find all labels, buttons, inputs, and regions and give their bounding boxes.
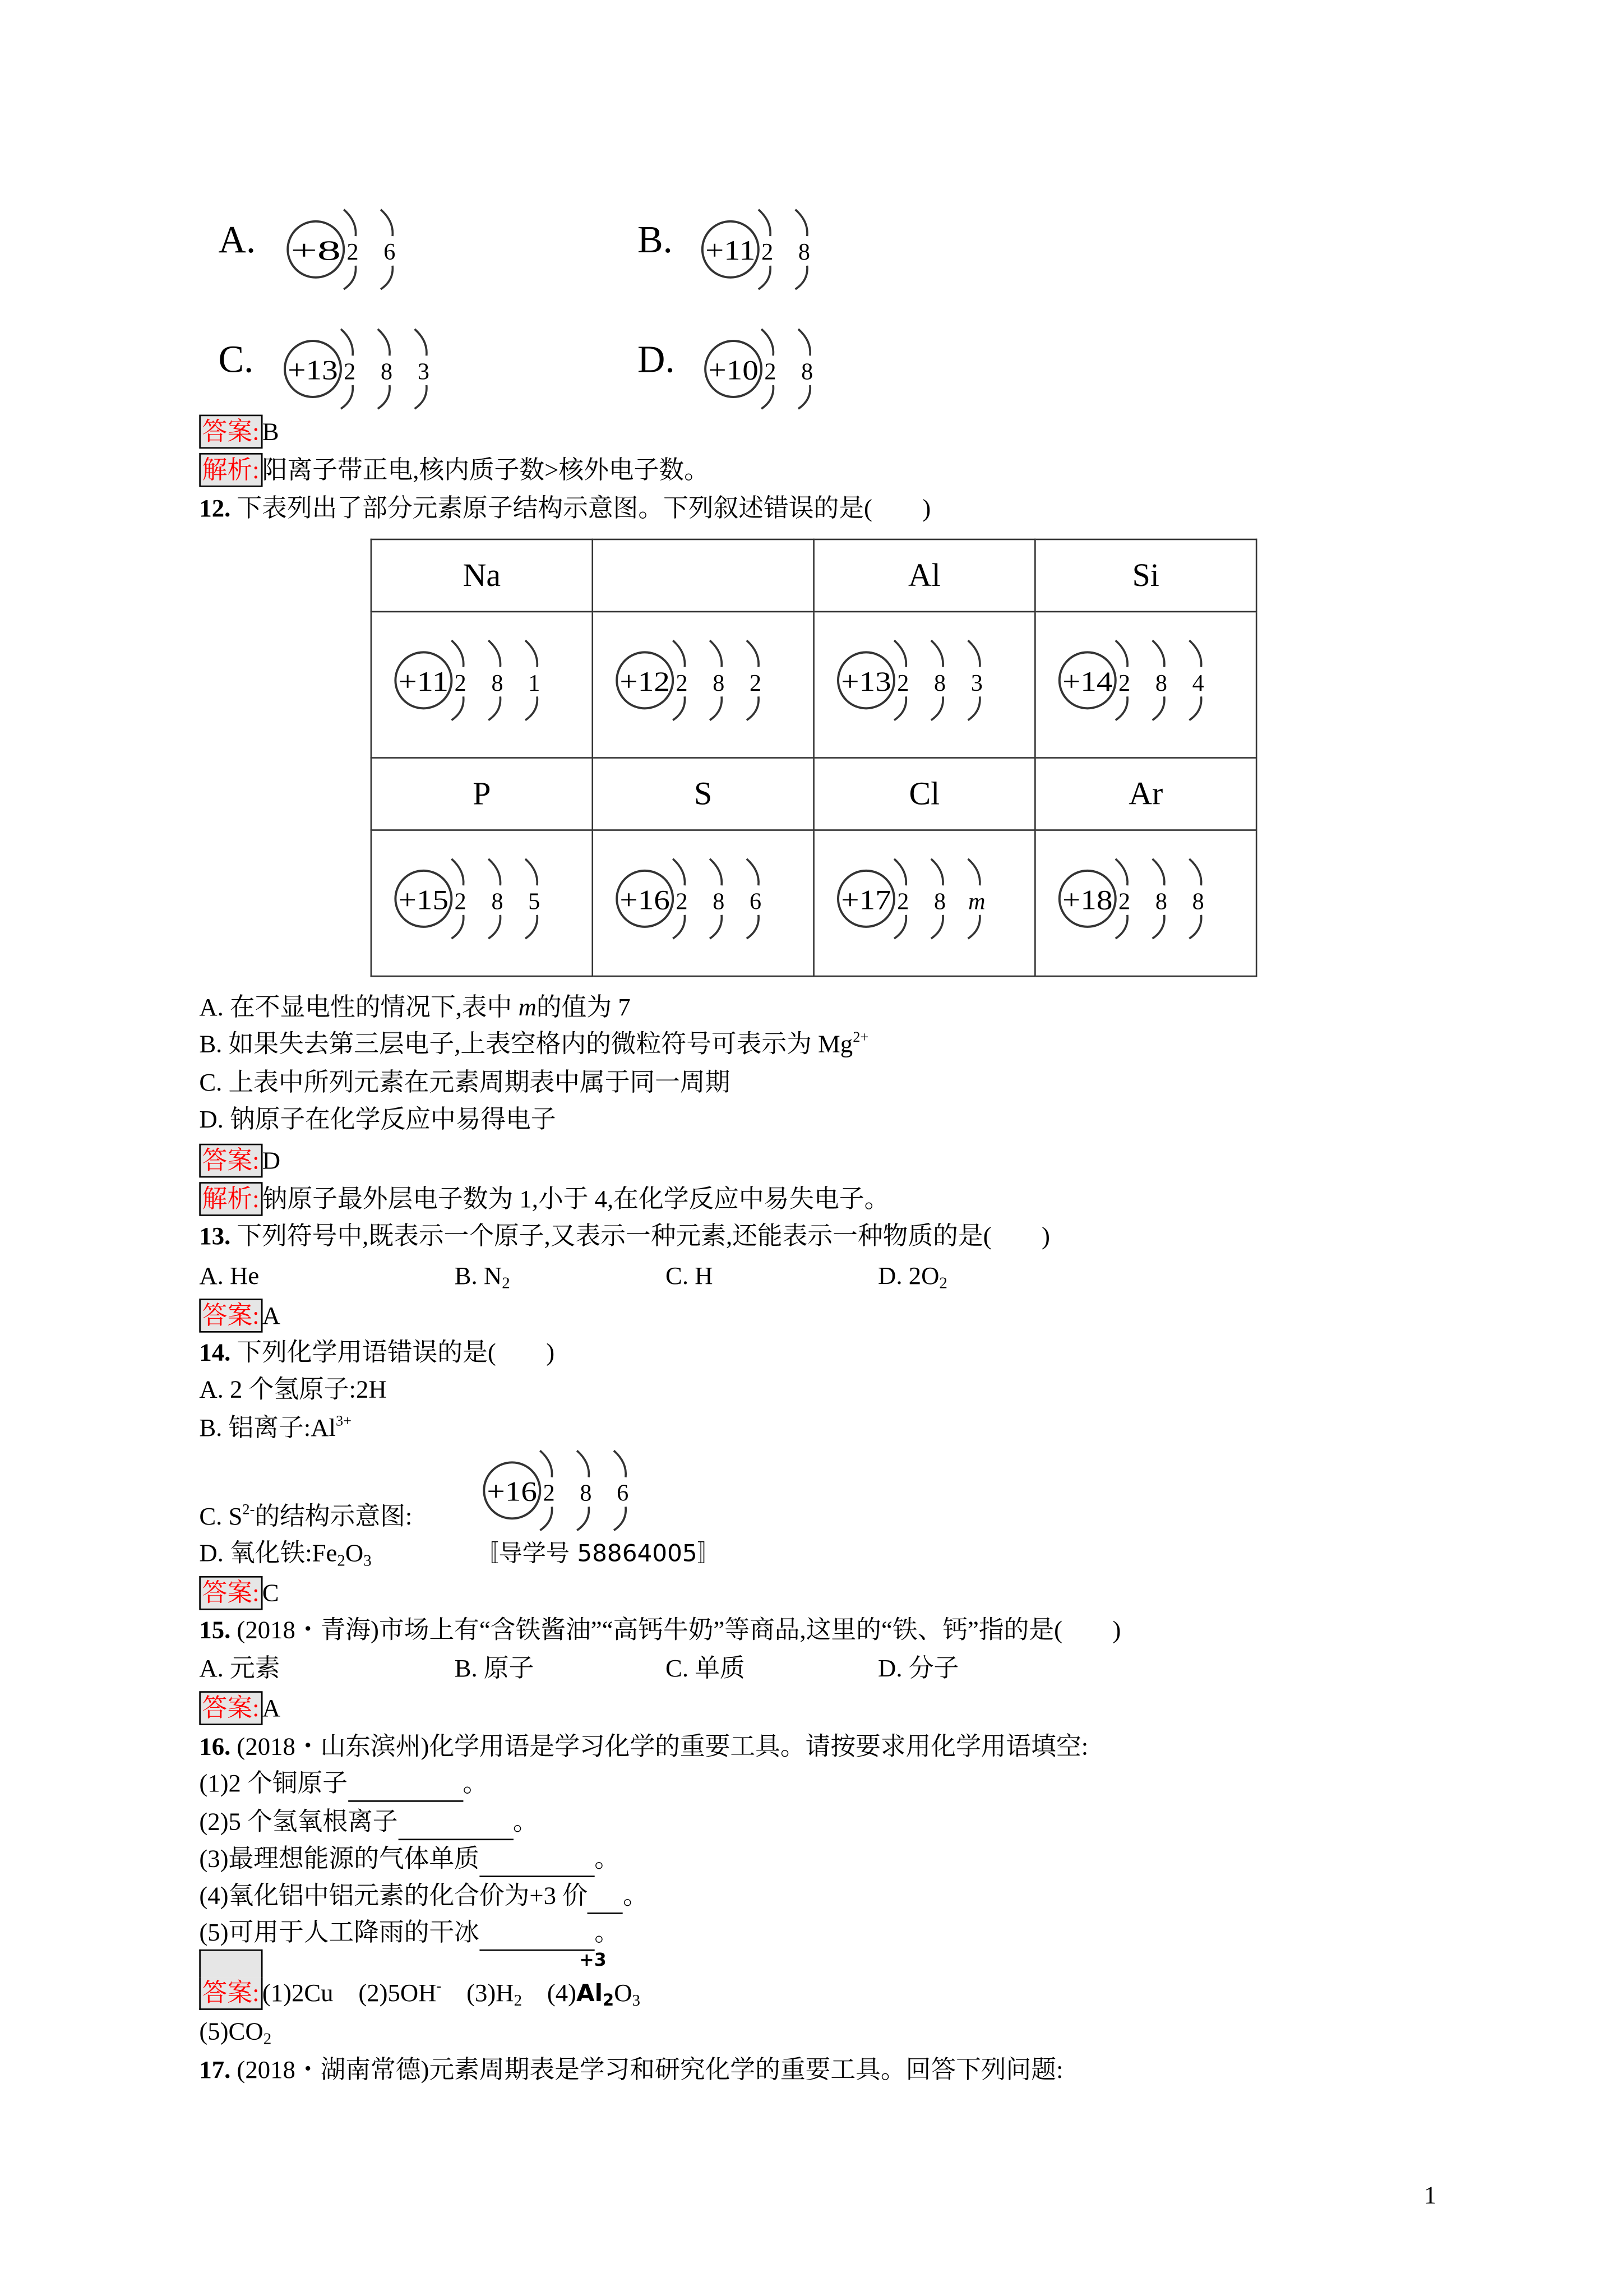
- atom-diagram: [835, 853, 1014, 953]
- q12-option-a: [199, 992, 630, 1024]
- atom-svg: [700, 204, 841, 295]
- subscript: 2: [337, 1552, 345, 1570]
- cell-symbol-blank: [593, 539, 814, 612]
- q16-answer-5: [199, 2016, 271, 2048]
- guide-number: 〚导学号 58864005〛: [475, 1539, 721, 1568]
- shell-electron-count: 8: [580, 1480, 592, 1507]
- nucleus-charge: +12: [619, 665, 670, 697]
- electron-shell-arc: [759, 266, 770, 289]
- q11-analysis: [199, 453, 709, 487]
- subscript: 3: [632, 1992, 641, 2010]
- nucleus-charge: +8: [290, 234, 341, 266]
- fill-blank[interactable]: [588, 1880, 623, 1914]
- superscript: 2+: [853, 1030, 869, 1047]
- electron-shell-arc: [894, 640, 906, 667]
- shell-electron-count: 8: [1155, 669, 1167, 696]
- shell-electron-count: 2: [897, 888, 909, 915]
- q12-stem: [199, 493, 931, 525]
- electron-shell-arc: [488, 640, 500, 667]
- electron-shell-arc: [1189, 640, 1201, 667]
- q12-answer: [199, 1144, 280, 1178]
- question-number: 16.: [199, 1732, 231, 1761]
- electron-shell-arc: [931, 915, 943, 939]
- q16-stem: [199, 1731, 1088, 1763]
- cell-symbol: Si: [1035, 539, 1256, 612]
- superscript: 3+: [335, 1413, 352, 1430]
- electron-shell-arc: [415, 385, 427, 409]
- atom-diagram: [392, 853, 571, 953]
- atom-svg: [285, 204, 427, 295]
- text: (4)氧化铝中铝元素的化合价为+3 价: [199, 1881, 588, 1910]
- electron-shell-arc: [673, 640, 685, 667]
- answer-label: 答案:: [199, 1576, 262, 1610]
- text: 。: [594, 1845, 619, 1873]
- shell-electron-count: 8: [934, 669, 946, 696]
- q13-option-a: A. He: [199, 1262, 260, 1290]
- shell-electron-count: 2: [897, 669, 909, 696]
- shell-electron-count: 8: [934, 888, 946, 915]
- question-text: 下表列出了部分元素原子结构示意图。下列叙述错误的是( ): [237, 494, 931, 523]
- q14-option-a: A. 2 个氢原子:2H: [199, 1375, 387, 1404]
- q11-option-d-diagram: [702, 323, 844, 422]
- shell-electron-count: 8: [381, 358, 393, 385]
- text: O: [345, 1539, 364, 1568]
- nucleus-charge: +11: [398, 665, 449, 697]
- q16-item-4: [199, 1880, 648, 1914]
- shell-electron-count: 8: [713, 669, 725, 696]
- electron-shell-arc: [968, 915, 980, 939]
- electron-shell-arc: [931, 696, 943, 720]
- answer-label: 答案:: [199, 415, 262, 449]
- answer-value: A: [262, 1694, 281, 1722]
- question-text: (2018・湖南常德)元素周期表是学习和研究化学的重要工具。回答下列问题:: [237, 2055, 1063, 2084]
- electron-shell-arc: [798, 385, 810, 409]
- q13-stem: [199, 1221, 1050, 1253]
- question-text: 下列化学用语错误的是( ): [237, 1338, 555, 1367]
- answer-value: D: [262, 1147, 281, 1175]
- subscript: 2: [263, 2030, 272, 2049]
- shell-electron-count: 1: [528, 669, 540, 696]
- shell-electron-count: 8: [1155, 888, 1167, 915]
- shell-electron-count: 6: [383, 239, 396, 266]
- cell-diagram: [371, 830, 593, 977]
- question-number: 17.: [199, 2055, 231, 2084]
- text: 的结构示意图:: [255, 1502, 413, 1531]
- shell-electron-count: 5: [528, 888, 540, 915]
- fill-blank[interactable]: [479, 1917, 594, 1951]
- shell-electron-count: 8: [1192, 888, 1204, 915]
- question-number: 14.: [199, 1338, 231, 1367]
- atom-svg: [392, 853, 571, 944]
- analysis-label: 解析:: [199, 1182, 262, 1216]
- electron-shell-arc: [525, 859, 537, 885]
- q11-option-c-diagram: [282, 323, 460, 422]
- electron-shell-arc: [1153, 859, 1164, 885]
- electron-shell-arc: [894, 696, 906, 720]
- electron-shell-arc: [1116, 859, 1127, 885]
- shell-electron-count: 8: [798, 239, 810, 266]
- electron-shell-arc: [747, 859, 759, 885]
- question-number: 12.: [199, 494, 231, 523]
- shell-electron-count: m: [968, 888, 986, 915]
- q16-answer: [199, 1949, 641, 2010]
- answer-1: (1)2Cu: [262, 1979, 334, 2007]
- shell-electron-count: 2: [761, 239, 774, 266]
- electron-shell-arc: [673, 859, 685, 885]
- electron-shell-arc: [796, 266, 807, 289]
- q12-option-b: [199, 1029, 868, 1061]
- electron-shell-arc: [968, 859, 980, 885]
- q11-option-b-label: B.: [637, 218, 673, 261]
- nucleus-charge: +13: [841, 665, 891, 697]
- electron-shell-arc: [381, 210, 392, 236]
- q14-option-d: [199, 1538, 371, 1570]
- subscript: 3: [363, 1552, 372, 1570]
- atom-svg: [1057, 635, 1235, 726]
- electron-shell-arc: [747, 696, 759, 720]
- atom-diagram: [614, 853, 792, 953]
- superscript: -: [436, 1979, 442, 1995]
- atom-diagram: [1057, 635, 1235, 735]
- atom-svg: [1057, 853, 1235, 944]
- answer-label: 答案:: [199, 1299, 262, 1333]
- q11-option-c-label: C.: [218, 338, 254, 381]
- shell-electron-count: 4: [1192, 669, 1204, 696]
- electron-shell-arc: [761, 385, 773, 409]
- q11-option-b-diagram: [700, 204, 841, 302]
- electron-shell-arc: [1153, 915, 1164, 939]
- atom-diagram: [835, 635, 1014, 735]
- electron-shell-arc: [488, 859, 500, 885]
- text: 的值为 7: [536, 993, 631, 1022]
- q16-item-2: [199, 1807, 538, 1841]
- page-number: 1: [1423, 2181, 1437, 2210]
- q11-option-a-diagram: [285, 204, 427, 302]
- subscript: 2: [502, 1275, 510, 1293]
- answer-value: A: [262, 1301, 281, 1330]
- electron-shell-arc: [488, 696, 500, 720]
- text: (2)5 个氢氧根离子: [199, 1808, 398, 1836]
- q13-option-b: [455, 1260, 510, 1293]
- electron-shell-arc: [710, 915, 722, 939]
- fill-blank[interactable]: [479, 1843, 594, 1877]
- electron-shell-arc: [968, 640, 980, 667]
- cell-diagram: [814, 612, 1035, 758]
- superscript: 2-: [242, 1502, 255, 1519]
- cell-diagram: [814, 830, 1035, 977]
- valence: +3: [579, 1949, 607, 1970]
- q14-answer: [199, 1576, 279, 1610]
- analysis-text: 钠原子最外层电子数为 1,小于 4,在化学反应中易失电子。: [262, 1185, 890, 1213]
- electron-shell-arc: [894, 859, 906, 885]
- cell-diagram: [593, 830, 814, 977]
- cell-symbol: Na: [371, 539, 593, 612]
- electron-shell-arc: [747, 640, 759, 667]
- q14-option-b: [199, 1412, 352, 1445]
- q17-stem: [199, 2054, 1063, 2087]
- q16-item-1: [199, 1768, 488, 1802]
- electron-shell-arc: [577, 1507, 589, 1530]
- electron-shell-arc: [525, 915, 537, 939]
- q14-stem: [199, 1337, 554, 1370]
- electron-shell-arc: [1116, 696, 1127, 720]
- text: D. 氧化铁:Fe: [199, 1539, 337, 1568]
- cell-symbol: S: [593, 758, 814, 830]
- fill-blank[interactable]: [348, 1768, 463, 1802]
- cell-symbol: Al: [814, 539, 1035, 612]
- atom-svg: [481, 1445, 659, 1536]
- electron-shell-arc: [747, 915, 759, 939]
- text: B. 铝离子:Al: [199, 1413, 336, 1442]
- atom-svg: [614, 635, 792, 726]
- q11-option-a-label: A.: [218, 218, 256, 261]
- answer-4: (4): [547, 1979, 577, 2007]
- element: Al: [576, 1979, 603, 2007]
- text: 。: [594, 1918, 619, 1947]
- answer-label: 答案:: [199, 1978, 262, 2010]
- electron-shell-arc: [381, 266, 392, 289]
- electron-shell-arc: [1153, 696, 1164, 720]
- electron-shell-arc: [540, 1450, 552, 1477]
- text: B. 如果失去第三层电子,上表空格内的微粒符号可表示为 Mg: [199, 1030, 853, 1059]
- electron-shell-arc: [931, 640, 943, 667]
- shell-electron-count: 8: [491, 888, 503, 915]
- shell-electron-count: 2: [764, 358, 776, 385]
- subscript: 2: [939, 1275, 947, 1293]
- text: 。: [463, 1769, 488, 1798]
- cell-symbol: P: [371, 758, 593, 830]
- electron-shell-arc: [968, 696, 980, 720]
- atom-svg: [392, 635, 571, 726]
- electron-shell-arc: [710, 640, 722, 667]
- cell-diagram: [1035, 830, 1256, 977]
- answer-2: (2)5OH: [358, 1979, 437, 2007]
- electron-shell-arc: [1116, 640, 1127, 667]
- shell-electron-count: 8: [801, 358, 813, 385]
- q12-analysis: [199, 1182, 889, 1216]
- electron-shell-arc: [796, 210, 807, 236]
- variable-m: m: [518, 993, 537, 1022]
- answer-value: B: [262, 417, 279, 446]
- answer-value: C: [262, 1579, 279, 1607]
- q15-option-d: D. 分子: [878, 1654, 959, 1683]
- shell-electron-count: 8: [491, 669, 503, 696]
- q15-option-a: A. 元素: [199, 1654, 280, 1683]
- electron-shell-arc: [673, 915, 685, 939]
- electron-shell-arc: [540, 1507, 552, 1530]
- electron-shell-arc: [488, 915, 500, 939]
- q16-item-5: [199, 1917, 619, 1951]
- atom-diagram: [1057, 853, 1235, 953]
- q11-option-d-label: D.: [637, 338, 675, 381]
- q14-s2-diagram: [481, 1445, 659, 1544]
- electron-shell-arc: [415, 329, 427, 355]
- fill-blank[interactable]: [398, 1807, 513, 1841]
- electron-shell-arc: [894, 915, 906, 939]
- q13-option-c: C. H: [665, 1262, 713, 1290]
- q13-option-d: [878, 1260, 947, 1293]
- cell-diagram: [371, 612, 593, 758]
- question-text: (2018・山东滨州)化学用语是学习化学的重要工具。请按要求用化学用语填空:: [237, 1732, 1089, 1761]
- shell-electron-count: 3: [970, 669, 983, 696]
- electron-shell-arc: [451, 640, 463, 667]
- nucleus-charge: +10: [708, 354, 759, 386]
- text: 。: [623, 1881, 648, 1910]
- text: B. N: [454, 1262, 502, 1290]
- analysis-label: 解析:: [199, 453, 262, 487]
- shell-electron-count: 2: [344, 358, 356, 385]
- question-text: (2018・青海)市场上有“含铁酱油”“高钙牛奶”等商品,这里的“铁、钙”指的是( ): [237, 1616, 1121, 1644]
- q15-option-b: B. 原子: [454, 1654, 534, 1683]
- electron-shell-arc: [614, 1450, 626, 1477]
- subscript: 2: [514, 1992, 522, 2010]
- electron-shell-arc: [451, 696, 463, 720]
- shell-electron-count: 2: [750, 669, 762, 696]
- cell-symbol: Cl: [814, 758, 1035, 830]
- atom-svg: [282, 323, 460, 414]
- shell-electron-count: 2: [543, 1480, 555, 1507]
- shell-electron-count: 8: [713, 888, 725, 915]
- atom-svg: [835, 635, 1014, 726]
- nucleus-charge: +13: [288, 354, 338, 386]
- electron-shell-arc: [378, 329, 390, 355]
- subscript: 2: [603, 1990, 614, 2010]
- nucleus-charge: +16: [487, 1475, 538, 1507]
- atom-svg: [702, 323, 844, 414]
- question-number: 13.: [199, 1222, 231, 1250]
- cell-diagram: [1035, 612, 1256, 758]
- shell-electron-count: 2: [676, 888, 688, 915]
- electron-shell-arc: [1189, 696, 1201, 720]
- shell-electron-count: 2: [346, 239, 359, 266]
- text: (1)2 个铜原子: [199, 1769, 348, 1798]
- answer-5: (5)CO: [199, 2017, 263, 2045]
- electron-shell-arc: [1153, 640, 1164, 667]
- text: (5)可用于人工降雨的干冰: [199, 1918, 479, 1947]
- electron-shell-arc: [451, 859, 463, 885]
- atom-svg: [614, 853, 792, 944]
- answer-label: 答案:: [199, 1144, 262, 1178]
- q12-option-d: D. 钠原子在化学反应中易得电子: [199, 1105, 556, 1134]
- text: 。: [512, 1808, 538, 1836]
- atom-svg: [835, 853, 1014, 944]
- answer-3: (3)H: [466, 1979, 514, 2007]
- electron-shell-arc: [1189, 859, 1201, 885]
- atom-diagram: [614, 635, 792, 735]
- atom-diagram: [392, 635, 571, 735]
- q15-answer: [199, 1691, 280, 1725]
- electron-shell-arc: [341, 329, 353, 355]
- q16-item-3: [199, 1843, 619, 1877]
- shell-electron-count: 6: [617, 1480, 629, 1507]
- shell-electron-count: 2: [1118, 669, 1131, 696]
- nucleus-charge: +11: [705, 234, 756, 266]
- nucleus-charge: +17: [841, 884, 891, 916]
- electron-shell-arc: [710, 859, 722, 885]
- electron-shell-arc: [451, 915, 463, 939]
- question-text: 下列符号中,既表示一个原子,又表示一种元素,还能表示一种物质的是( ): [237, 1222, 1050, 1250]
- shell-electron-count: 2: [676, 669, 688, 696]
- text: A. 在不显电性的情况下,表中: [199, 993, 519, 1022]
- electron-shell-arc: [577, 1450, 589, 1477]
- electron-shell-arc: [614, 1507, 626, 1530]
- electron-shell-arc: [378, 385, 390, 409]
- text: D. 2O: [878, 1262, 940, 1290]
- nucleus-charge: +16: [619, 884, 670, 916]
- text: O: [614, 1979, 632, 2007]
- electron-shell-arc: [798, 329, 810, 355]
- electron-shell-arc: [344, 266, 355, 289]
- electron-shell-arc: [344, 210, 355, 236]
- q11-answer: [199, 415, 279, 449]
- electron-shell-arc: [1189, 915, 1201, 939]
- electron-shell-arc: [759, 210, 770, 236]
- electron-shell-arc: [341, 385, 353, 409]
- shell-electron-count: 2: [454, 888, 466, 915]
- electron-shell-arc: [1116, 915, 1127, 939]
- electron-shell-arc: [525, 696, 537, 720]
- electron-shell-arc: [525, 640, 537, 667]
- q12-option-c: C. 上表中所列元素在元素周期表中属于同一周期: [199, 1068, 730, 1097]
- shell-electron-count: 2: [1118, 888, 1131, 915]
- analysis-text: 阳离子带正电,核内质子数>核外电子数。: [262, 456, 709, 484]
- nucleus-charge: +18: [1062, 884, 1113, 916]
- electron-shell-arc: [673, 696, 685, 720]
- text: C. S: [199, 1502, 243, 1531]
- q14-option-c: [199, 1501, 412, 1533]
- answer-label: 答案:: [199, 1691, 262, 1725]
- q15-option-c: C. 单质: [665, 1654, 745, 1683]
- cell-symbol: Ar: [1035, 758, 1256, 830]
- electron-shell-arc: [931, 859, 943, 885]
- electron-shell-arc: [710, 696, 722, 720]
- q15-stem: [199, 1614, 1121, 1647]
- electron-shell-arc: [761, 329, 773, 355]
- shell-electron-count: 2: [454, 669, 466, 696]
- shell-electron-count: 3: [417, 358, 429, 385]
- nucleus-charge: +15: [398, 884, 449, 916]
- q13-answer: [199, 1299, 280, 1333]
- cell-diagram: [593, 612, 814, 758]
- valence-notation: [576, 1949, 614, 2010]
- element-structure-table: [371, 539, 1257, 977]
- shell-electron-count: 6: [750, 888, 762, 915]
- text: (3)最理想能源的气体单质: [199, 1845, 479, 1873]
- question-number: 15.: [199, 1616, 231, 1644]
- nucleus-charge: +14: [1062, 665, 1113, 697]
